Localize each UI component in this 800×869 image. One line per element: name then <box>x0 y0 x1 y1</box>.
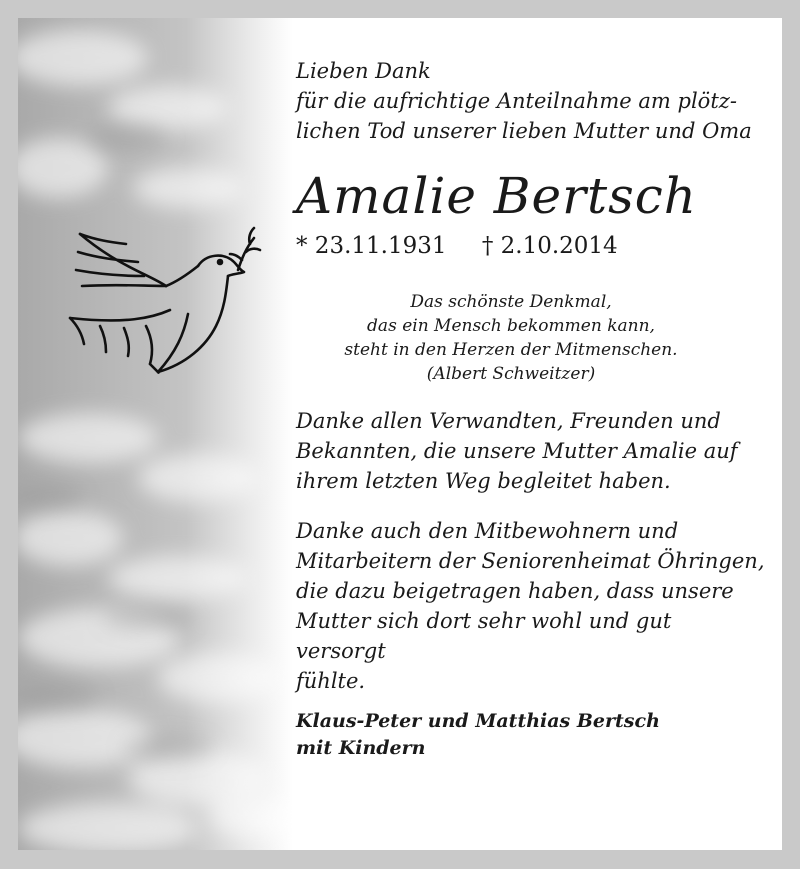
obituary-text <box>296 56 766 762</box>
signature-line: Klaus-Peter und Matthias Bertsch <box>296 710 660 732</box>
thanks-paragraph-2 <box>296 516 766 696</box>
paragraph-line: Danke allen Verwandten, Freunden und <box>296 409 721 433</box>
intro-line: lichen Tod unserer lieben Mutter und Oma <box>296 119 752 143</box>
paragraph-line: Danke auch den Mitbewohnern und <box>296 519 679 543</box>
paragraph-line: Bekannten, die unsere Mutter Amalie auf <box>296 439 738 463</box>
paragraph-line: Mitarbeitern der Seniorenheimat Öhringen, <box>296 549 765 573</box>
quote-line: steht in den Herzen der Mitmenschen. <box>344 340 678 360</box>
paragraph-line: ihrem letzten Weg begleitet haben. <box>296 469 671 493</box>
intro-line: für die aufrichtige Anteilnahme am plötz- <box>296 89 737 113</box>
intro-line: Lieben Dank <box>296 59 431 83</box>
paragraph-line: fühlte. <box>296 669 366 693</box>
life-dates <box>296 232 766 260</box>
quote-line: das ein Mensch bekommen kann, <box>367 316 655 336</box>
dove-with-olive-branch-icon <box>48 214 268 394</box>
quote-author: (Albert Schweitzer) <box>426 364 596 384</box>
quote-line: Das schönste Denkmal, <box>410 292 612 312</box>
thanks-paragraph-1 <box>296 406 766 496</box>
birth-date: * 23.11.1931 <box>296 233 447 259</box>
death-date: † 2.10.2014 <box>481 233 618 259</box>
memorial-quote <box>296 290 726 386</box>
obituary-card <box>18 18 782 850</box>
paragraph-line: die dazu beigetragen haben, dass unsere <box>296 579 734 603</box>
signature-line: mit Kindern <box>296 737 426 759</box>
intro-text <box>296 56 766 146</box>
paragraph-line: Mutter sich dort sehr wohl und gut versorgt <box>296 609 672 663</box>
deceased-name: Amalie Bertsch <box>296 167 697 225</box>
signature <box>296 708 766 762</box>
